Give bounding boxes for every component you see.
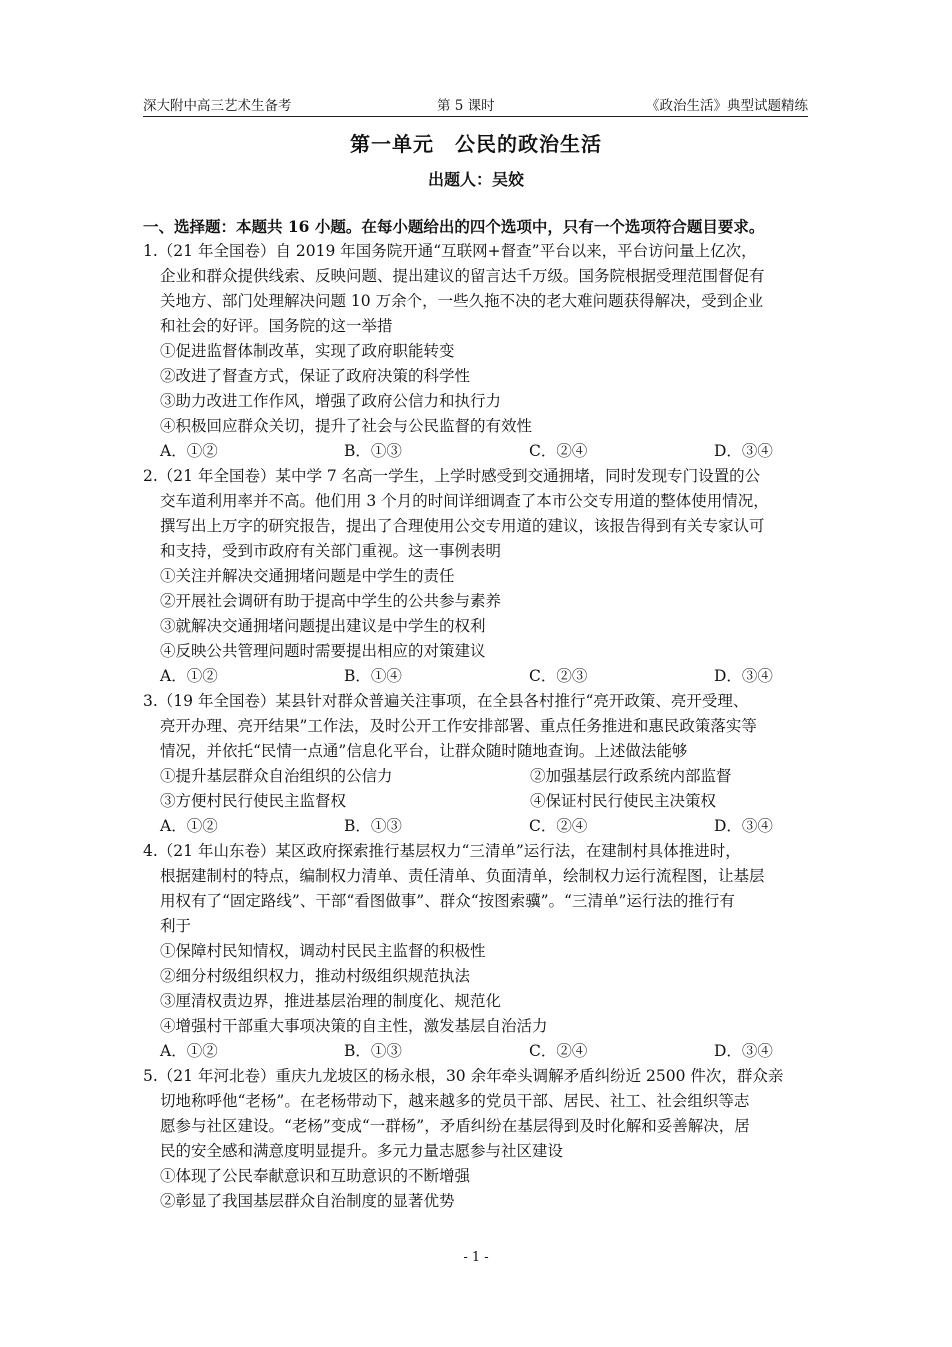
statement-item: ②彰显了我国基层群众自治制度的显著优势 xyxy=(160,1192,455,1210)
question-4 xyxy=(143,839,813,1064)
option-b: B．①③ xyxy=(344,442,402,460)
question-content xyxy=(143,214,813,1214)
option-b: B．①③ xyxy=(344,817,402,835)
question-text-line: 亮开办理、亮开结果”工作法，及时公开工作安排部署、重点任务推进和惠民政策落实等 xyxy=(160,717,757,735)
question-stem: 4.（21 年山东卷）某区政府探索推行基层权力“三清单”运行法，在建制村具体推进时， xyxy=(143,842,741,860)
question-3 xyxy=(143,689,813,839)
answer-options xyxy=(143,1039,813,1064)
question-text-line: 愿参与社区建设。“老杨”变成“一群杨”，矛盾纠纷在基层得到及时化解和妥善解决，居 xyxy=(160,1117,750,1135)
statement-item: ②开展社会调研有助于提高中学生的公共参与素养 xyxy=(160,592,502,610)
option-d: D．③④ xyxy=(714,817,773,835)
statement-item: ③助力改进工作作风，增强了政府公信力和执行力 xyxy=(160,392,502,410)
statement-item: ①促进监督体制改革，实现了政府职能转变 xyxy=(160,342,455,360)
statement-item: ③厘清权责边界，推进基层治理的制度化、规范化 xyxy=(160,992,502,1010)
statement-item: ①体现了公民奉献意识和互助意识的不断增强 xyxy=(160,1167,471,1185)
statement-item: ①关注并解决交通拥堵问题是中学生的责任 xyxy=(160,567,455,585)
statement-item: ②改进了督查方式，保证了政府决策的科学性 xyxy=(160,367,471,385)
statement-item: ③方便村民行使民主监督权 xyxy=(160,792,347,810)
option-c: C．②③ xyxy=(529,667,588,685)
statement-item: ①提升基层群众自治组织的公信力 xyxy=(160,767,393,785)
author-line: 出题人：吴姣 xyxy=(427,170,524,189)
question-text-line: 用权有了“固定路线”、干部“看图做事”、群众“按图索骥”。“三清单”运行法的推行有 xyxy=(160,892,735,910)
option-c: C．②④ xyxy=(529,442,588,460)
question-text-line: 撰写出上万字的研究报告，提出了合理使用公交专用道的建议，该报告得到有关专家认可 xyxy=(160,517,765,535)
option-a: A．①② xyxy=(160,1042,218,1060)
option-a: A．①② xyxy=(160,667,218,685)
question-text-line: 切地称呼他“老杨”。在老杨带动下，越来越多的党员干部、居民、社工、社会组织等志 xyxy=(160,1092,750,1110)
question-stem: 3.（19 年全国卷）某县针对群众普遍关注事项，在全县各村推行“亮开政策、亮开受理、 xyxy=(143,692,749,710)
statement-item: ②加强基层行政系统内部监督 xyxy=(530,767,732,785)
header-right: 《政治生活》典型试题精练 xyxy=(646,98,808,114)
option-d: D．③④ xyxy=(714,442,773,460)
question-2 xyxy=(143,464,813,689)
option-c: C．②④ xyxy=(529,817,588,835)
question-stem: 5.（21 年河北卷）重庆九龙坡区的杨永根，30 余年牵头调解矛盾纠纷近 2500 件次，群众亲 xyxy=(143,1067,784,1085)
question-text-line: 和社会的好评。国务院的这一举措 xyxy=(160,317,393,335)
statement-item: ①保障村民知情权，调动村民民主监督的积极性 xyxy=(160,942,486,960)
page-header xyxy=(143,94,808,117)
option-d: D．③④ xyxy=(714,667,773,685)
question-text-line: 根据建制村的特点，编制权力清单、责任清单、负面清单，绘制权力运行流程图，让基层 xyxy=(160,867,765,885)
option-c: C．②④ xyxy=(529,1042,588,1060)
option-a: A．①② xyxy=(160,817,218,835)
question-text-line: 和支持，受到市政府有关部门重视。这一事例表明 xyxy=(160,542,502,560)
question-text-line: 利于 xyxy=(160,917,192,935)
question-text-line: 交车道利用率并不高。他们用 3 个月的时间详细调查了本市公交专用道的整体使用情况， xyxy=(160,492,769,510)
option-d: D．③④ xyxy=(714,1042,773,1060)
statement-row xyxy=(143,789,813,814)
answer-options xyxy=(143,439,813,464)
question-stem: 2.（21 年全国卷）某中学 7 名高一学生，上学时感受到交通拥堵，同时发现专门设置的公 xyxy=(143,467,761,485)
question-text-line: 民的安全感和满意度明显提升。多元力量志愿参与社区建设 xyxy=(160,1142,564,1160)
option-b: B．①④ xyxy=(344,667,402,685)
option-b: B．①③ xyxy=(344,1042,402,1060)
statement-item: ④反映公共管理问题时需要提出相应的对策建议 xyxy=(160,642,486,660)
section-heading: 一、选择题：本题共 16 小题。在每小题给出的四个选项中，只有一个选项符合题目要求。 xyxy=(143,217,765,236)
header-left: 深大附中高三艺术生备考 xyxy=(143,98,292,114)
page-title: 第一单元 公民的政治生活 xyxy=(350,132,602,156)
statement-item: ④保证村民行使民主决策权 xyxy=(530,792,717,810)
page-number: - 1 - xyxy=(463,1250,489,1265)
answer-options xyxy=(143,664,813,689)
question-1 xyxy=(143,239,813,464)
question-text-line: 关地方、部门处理解决问题 10 万余个，一些久拖不决的老大难问题获得解决，受到企业 xyxy=(160,292,764,310)
question-text-line: 企业和群众提供线索、反映问题、提出建议的留言达千万级。国务院根据受理范围督促有 xyxy=(160,267,765,285)
answer-options xyxy=(143,814,813,839)
header-center: 第 5 课时 xyxy=(437,98,495,114)
statement-item: ②细分村级组织权力，推动村级组织规范执法 xyxy=(160,967,471,985)
option-a: A．①② xyxy=(160,442,218,460)
statement-item: ④积极回应群众关切，提升了社会与公民监督的有效性 xyxy=(160,417,533,435)
question-5 xyxy=(143,1064,813,1214)
question-stem: 1.（21 年全国卷）自 2019 年国务院开通“互联网+督查”平台以来，平台访问量上亿次， xyxy=(143,242,757,260)
statement-item: ③就解决交通拥堵问题提出建议是中学生的权利 xyxy=(160,617,486,635)
statement-row xyxy=(143,764,813,789)
question-text-line: 情况，并依托“民情一点通”信息化平台，让群众随时随地查询。上述做法能够 xyxy=(160,742,688,760)
statement-item: ④增强村干部重大事项决策的自主性，激发基层自治活力 xyxy=(160,1017,548,1035)
